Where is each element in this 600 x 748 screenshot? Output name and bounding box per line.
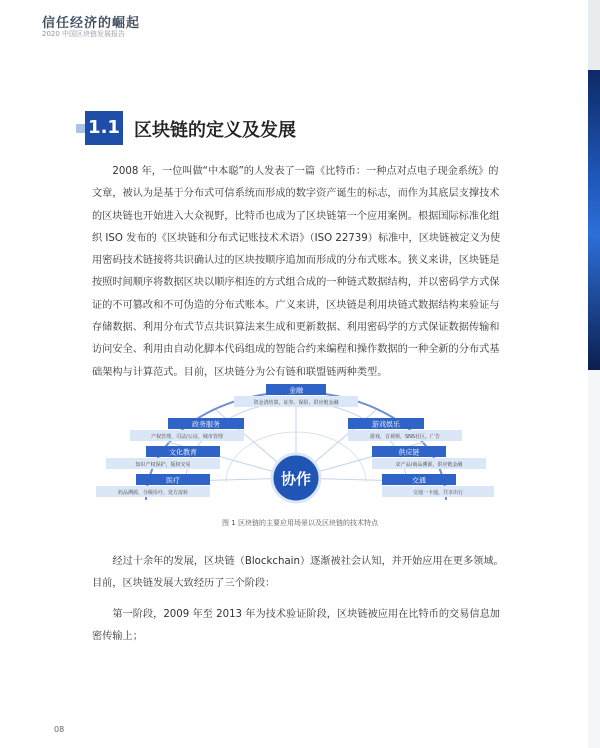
box-government-detail: 产权管理，司法/公证，城市管理 [151,434,223,440]
section-number: 1.1 [85,111,123,145]
box-education-detail: 知识产权保护，版权交易 [135,462,191,468]
box-supply-chain-title: 供应链 [398,448,420,457]
paragraph-stage-one: 第一阶段，2009 年至 2013 年为技术验证阶段，区块链被应用在比特币的交易信息加密传输上； [92,609,500,643]
box-supply-chain-detail: 农产品/商品溯源，供应链金融 [395,462,463,468]
box-transport-title: 交通 [412,476,426,485]
box-medical-detail: 药品溯源，分级诊疗，处方流转 [117,490,189,496]
paragraph-development: 经过十余年的发展，区块链（Blockchain）逐渐被社会认知，并开始应用在更多领域。目前，区块链发展大致经历了三个阶段： [92,556,504,590]
box-finance-title: 金融 [289,386,303,395]
box-education-title: 文化教育 [169,448,197,457]
box-transport-detail: 交通一卡通，共享出行 [412,490,464,496]
box-medical-title: 医疗 [166,476,180,485]
box-entertainment [348,418,462,441]
box-government-title: 政务服务 [192,420,220,429]
center-label: 协作 [280,470,312,488]
application-scenarios-diagram [96,382,496,522]
paragraph-definition: 2008 年，一位叫做“中本聪”的人发表了一篇《比特币：一种点对点电子现金系统》的文章，被认为是基于分布式可信系统而形成的数字资产诞生的标志，而作为其底层支撑技术的区块链也开始进入大众视野，比特币也成为了区块链第一个应用案例。根据国际标准化组织 ISO 发布的《区块链和分布式记账技术术语》（ISO 22739）标准中，区块链被定义为使用密码技术链接将共识确认过的区块按顺序追加而形成的分布式账本。狭义来讲，区块链是按照时间顺序将数据区块以顺序相连的方式组合成的一种链式数据结构，并以密码学方式保证的不可篡改和不可伪造的分布式账本。广义来讲，区块链是利用块链式数据结构来验证与存储数据、利用分布式节点共识算法来生成和更新数据、利用密码学的方式保证数据传输和访问安全、利用由自动化脚本代码组成的智能合约来编程和操作数据的一种全新的分布式基础架构与计算范式。目前，区块链分为公有链和联盟链两种类型。 [92,166,501,378]
box-transport [382,474,494,497]
page-edge-decoration [588,0,600,748]
box-finance-detail: 资金清结算，证券，保险，供应链金融 [253,400,339,406]
box-entertainment-title: 游戏娱乐 [372,420,400,429]
box-entertainment-detail: 游戏，音视频，SNS社区，广告 [369,434,441,440]
section-title: 区块链的定义及发展 [134,120,296,141]
header-title: 信任经济的崛起 [42,16,141,31]
box-government [130,418,244,441]
box-education [106,446,220,469]
box-medical [96,474,210,497]
box-supply-chain [372,446,486,469]
section-decoration [76,124,85,133]
figure-caption: 图 1 区块链的主要应用场景以及区块链的技术特点 [222,519,378,527]
page-number: 08 [54,725,65,734]
header-subtitle: 2020 中国区块链发展报告 [42,30,126,38]
